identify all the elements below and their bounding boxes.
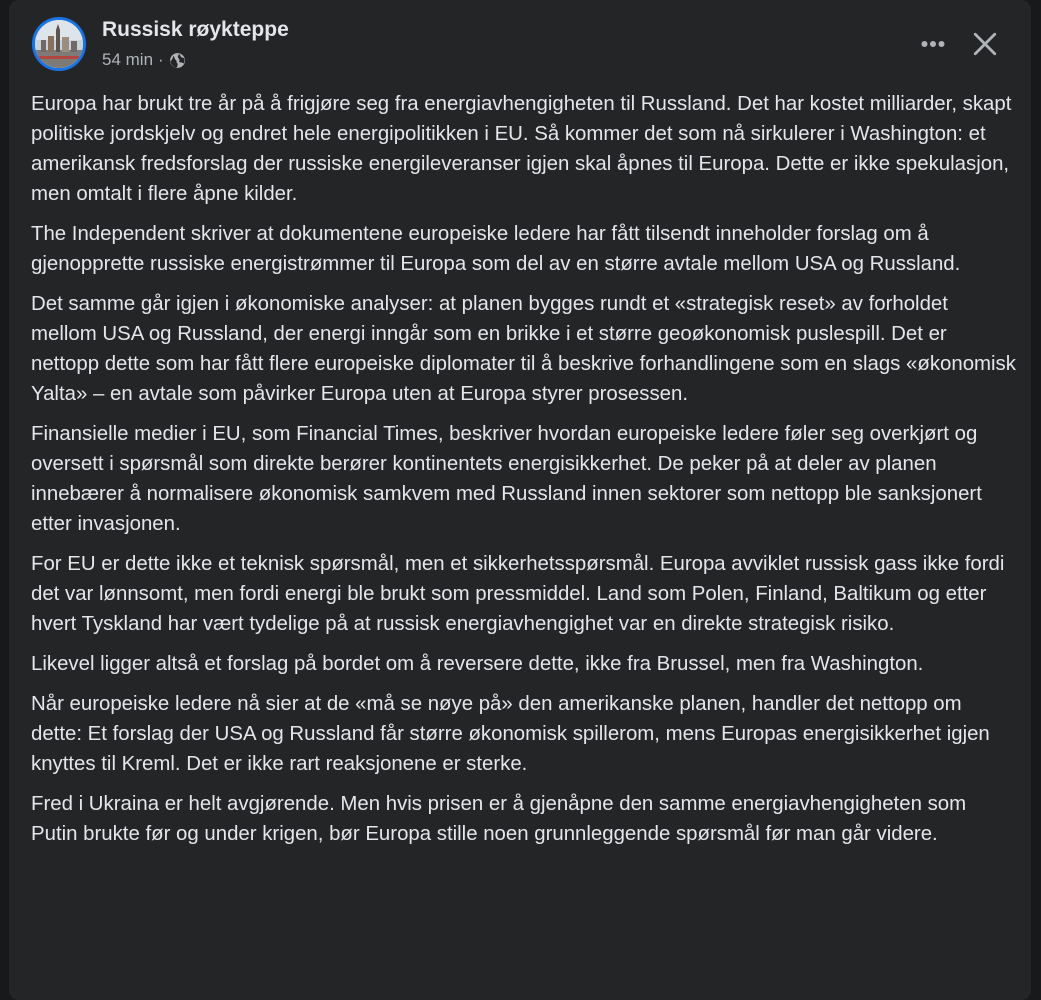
- post-card: [9, 0, 1031, 1000]
- post-header: [9, 0, 1031, 90]
- post-paragraph-8: Fred i Ukraina er helt avgjørende. Men hvis prisen er å gjenåpne den samme energiavhengigheten som Putin brukte før og under krigen, bør Europa stille noen grunnleggende spørsmål før man går videre.: [31, 793, 967, 845]
- post-timestamp[interactable]: 54 min: [102, 50, 154, 69]
- page-avatar[interactable]: [32, 17, 86, 71]
- meta-separator: ·: [158, 50, 164, 69]
- more-options-button[interactable]: [911, 22, 955, 66]
- post-paragraph-4: Finansielle medier i EU, som Financial Times, beskriver hvordan europeiske ledere føler seg overkjørt og oversett i spørsmål som direkte berører kontinentets energisikkerhet. De peker på at deler av planen innebærer å normalisere økonomisk samkvem med Russland innen sektorer som nettopp ble sanksjonert etter invasjonen.: [31, 423, 982, 535]
- post-paragraph-2: The Independent skriver at dokumentene europeiske ledere har fått tilsendt inneholder forslag om å gjenopprette russiske energistrømmer til Europa som del av en større avtale mellom USA og Russland.: [31, 223, 961, 275]
- post-paragraph-6: Likevel ligger altså et forslag på bordet om å reversere dette, ikke fra Brussel, men fra Washington.: [31, 653, 924, 675]
- avatar-image: [35, 20, 83, 68]
- post-body: [31, 89, 1016, 859]
- more-options-icon: [920, 40, 946, 48]
- close-icon: [972, 31, 998, 57]
- post-paragraph-7: Når europeiske ledere nå sier at de «må se nøye på» den amerikanske planen, handler det nettopp om dette: Et forslag der USA og Russland får større økonomisk spillerom, mens Europas energisikkerhet igjen knyttes til Kreml. Det er ikke rart reaksjonene er sterke.: [31, 693, 990, 775]
- post-paragraph-5: For EU er dette ikke et teknisk spørsmål, men et sikkerhetsspørsmål. Europa avviklet russisk gass ikke fordi det var lønnsomt, men fordi energi ble brukt som pressmiddel. Land som Polen, Finland, Baltikum og etter hvert Tyskland har vært tydelige på at russisk energiavhengighet var en direkte strategisk risiko.: [31, 553, 1005, 635]
- globe-icon: [169, 52, 186, 69]
- page-name[interactable]: Russisk røykteppe: [102, 18, 289, 41]
- close-button[interactable]: [963, 22, 1007, 66]
- post-paragraph-3: Det samme går igjen i økonomiske analyser: at planen bygges rundt et «strategisk reset» av forholdet mellom USA og Russland, der energi inngår som en brikke i et større geoøkonomisk puslespill. Det er nettopp dette som har fått flere europeiske diplomater til å beskrive forhandlingene som en slags «økonomisk Yalta» – en avtale som påvirker Europa uten at Europa styrer prosessen.: [31, 293, 1016, 405]
- post-meta: [102, 49, 186, 71]
- post-paragraph-1: Europa har brukt tre år på å frigjøre seg fra energiavhengigheten til Russland. Det har kostet milliarder, skapt politiske jordskjelv og endret hele energipolitikken i EU. Så kommer det som nå sirkulerer i Washington: et amerikansk fredsforslag der russiske energileveranser igjen skal åpnes til Europa. Dette er ikke spekulasjon, men omtalt i flere åpne kilder.: [31, 93, 1012, 205]
